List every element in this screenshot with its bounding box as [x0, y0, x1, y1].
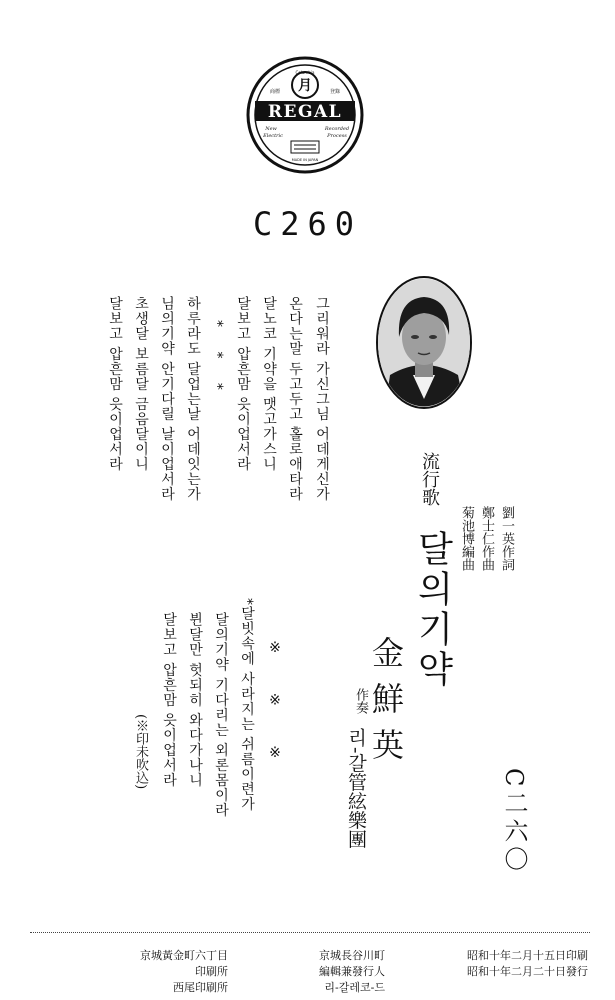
catalog-number-vertical: C二六〇 [500, 768, 528, 875]
credit-lyricist: 劉一英作詞 [499, 506, 514, 571]
footer-publisher-name: 리-갈레코-드 [324, 981, 385, 994]
footer-publisher [235, 948, 385, 996]
lyric-line: 하루라도 달업는날 어데잇는가 [185, 296, 201, 502]
logo-mark-left: 商標 [269, 89, 281, 95]
logo-left-text: New [265, 126, 277, 132]
logo-mark-right: 登錄 [329, 89, 341, 95]
lyric-line: 님의기약 안기다릴 날이업서라 [159, 296, 175, 502]
artist-role: 作奏 [353, 688, 368, 714]
artist-name: 金鮮英 [367, 636, 405, 774]
footer-printer [28, 948, 228, 996]
logo-brand: REGAL [267, 102, 343, 122]
genre-label: 流行歌 [419, 452, 440, 506]
chorus-line: *달빗속에 사라지는 쉬름이련가 [239, 598, 255, 812]
footer-divider [30, 932, 590, 933]
footer-printed-date: 昭和十年二月十五日印刷 [467, 949, 588, 962]
footer-publisher-address: 京城長谷川町 [319, 949, 385, 962]
logo-ring-text: Columbia [295, 70, 315, 75]
credit-arranger: 菊池博編曲 [459, 506, 474, 571]
lyric-line: 온다는말 두고두고 홀로애타라 [287, 296, 303, 502]
lyric-line: 달보고 압흔맘 읏이업서라 [235, 296, 251, 472]
regal-logo-graphic [245, 55, 365, 175]
lyric-line: 달보고 압흔맘 읏이업서라 [107, 296, 123, 472]
chorus-line: 달의기약 기다리는 외론몸이라 [213, 612, 229, 818]
lyric-line: 달노코 기약을 맷고가스니 [261, 296, 277, 472]
logo-bottom-text: MADE IN JAPAN [291, 158, 319, 162]
logo-left-text2: Electric [263, 133, 283, 139]
chorus-line: 뷘달만 헛되히 와다가나니 [187, 612, 203, 788]
footer-printer-name: 西尾印刷所 [173, 981, 228, 994]
portrait-image [375, 275, 473, 410]
chorus-line: 달보고 압흔맘 읏이업서라 [161, 612, 177, 788]
orchestra-name: 리-갈管絃樂團 [345, 728, 367, 849]
footer-printer-address: 京城黃金町六丁目 [140, 949, 228, 962]
regal-logo [245, 55, 365, 175]
unrecorded-note: (※印未吹込) [133, 714, 148, 790]
verse-separator: * * * [209, 320, 225, 400]
chorus-separator: ※ ※ ※ [267, 640, 283, 777]
footer-issued-date: 昭和十年二月二十日發行 [467, 965, 588, 978]
singer-portrait [375, 275, 473, 410]
credit-composer: 鄭士仁作曲 [479, 506, 494, 571]
footer-printer-role: 印刷所 [195, 965, 228, 978]
logo-right-text2: Recorded [324, 126, 350, 132]
song-title: 달의기약 [412, 530, 453, 690]
catalog-number: C260 [252, 205, 363, 243]
logo-right-text: Process [327, 133, 347, 139]
footer-publisher-role: 編輯兼發行人 [319, 965, 385, 978]
footer-dates [388, 948, 588, 980]
lyric-line: 초생달 보름달 금음달이니 [133, 296, 149, 472]
svg-text:月: 月 [298, 78, 312, 94]
lyric-line: 그리워라 가신그님 어데게신가 [314, 296, 330, 502]
